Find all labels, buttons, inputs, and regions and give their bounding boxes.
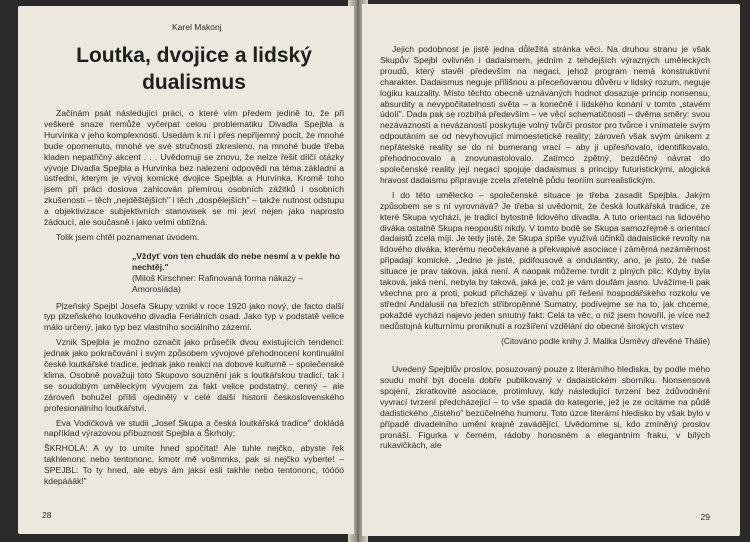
body-paragraph: I do této umělecko – společenské situace je třeba zasadit Spejbla. Jakým způsobem se s ní vyrovnává? Je třeba si uvědomit, že česká loutkářská tradice, ze které Skupa vychází, je tradicí bytostně lidového divadla. A tuto orientaci na lidového diváka ostatně Skupa neopouští nikdy. V tomto bodě se Skupa samozřejmě s orientací dadaistů zcela míjí. Je tedy jisté, že Skupa spíše využívá účinků dadaistické revolty na lidového diváka, kterému neočekávané a překvapivé asociace i záměrná nezáměrnost připadají komické. „Jedno je jisté, pidifousové a ondulantky, ano, je jisto, že naše situace je prav takova, jaká není. A naopak můžeme tvrdit z plných plic: Kdyby byla taková, jaká není, nebyla by taková, jaká je, což je vám doufám jasno. Uvážíme-li pak všechna pro a proti, pokud přicházejí v úvahu při řešení hospodářského rozkolu ve střední Andalusii na březích stříbropěnné Sumatry, podívejme se na to, jak chceme, pokaždé vycházi najevo jeden smutný fakt: Celá ta věc, o níž jsem hovořil, je více než nedůstojná kulturnímu proniknutí a rozšíření vzdělání do obecné širokých vrstev bbox=[380, 189, 710, 331]
chapter-title: Loutka, dvojice a lidský dualismus bbox=[76, 44, 312, 94]
body-paragraph: Plzeňský Spejbl Josefa Skupy vznikl v roce 1920 jako nový, de facto další typ plzeňského loutkového divadla Feriálních osad. Jako typ v podstatě velice málo určený, jako typ bez vlastního sociálního zázemí. bbox=[44, 300, 344, 333]
body-paragraph: Jejich podobnost je jistě jedna důležitá stránka věci. Na druhou stranu je však Skupův Spejbl ovlivněn i dadaismem, jedním z tehdejších výrazných uměleckých proudů, který stavěl především na negaci, jehož program nemá konstruktivní charakter. Dadaismus neguje přílišnou a přeceňovanou důvěru v lidský rozum, neguje logiku kauzality. Místo těchto obecně uznávaných hodnot dosazuje princip nonsensu, absurdity a nevypočitatelnosti světa – a konečně i lidského konání v tomto „stavém údolí". Dada pak se rozbíhá především – ve věcí schematičnosti – dvěma směry: svou nezávazností a nevázaností poskytuje volný tvůrčí prostor pro tvůrce i vnímatele svým odpoutáním se od nevyhovující mimoestetické reality; zároveň však svým únikem z nepřátelské reality se do ní bumerang vrací – aby ji upřesňovalo, identifikovalo, přehodnocovalo a znovunastolovalo. Zatímco zpětný, bezděčný návrat do společenské reality její negací spojuje dadaismus s principy futuristickými, alogická hravost dadaismu připravuje zcela zřetelně půdu teoriím surrealistickým. bbox=[380, 44, 710, 185]
body-paragraph: Vznik Spejbla je možno označit jako průsečík dvou existujících tendencí: jednak jako pokračování i svým způsobem vývojové přehodnocení kontinuální české loutkářské tradice, jednak jako reakci na dobové kulturně – společenské klima. Osobně považuji toto Skupovo souznění jak s loutkářskou tradicí, tak i se soudobým uměleckým vývojem za fakt velice podstatný, cenný – ale zároveň bohužel příliš ojedinělý v celé další historii československého profesionálního loutkářství. bbox=[44, 337, 344, 413]
right-page-content bbox=[380, 44, 710, 455]
closing-paragraph: Uvedený Spejblův proslov, posuzovaný pouze z literárního hlediska, by podle mého soudu mohl být docela dobře publikovaný v dadaistickém sborníku. Nonsensová spojení, zkratkovité asociace, protimluvy, kdy následující tvrzení bez zdůvodnění vyvrací tvrzení předcházející – to vše spadá do kategorie, jež je ze ocitáme na půdě dadistického „čistého" bezúčelného humoru. Toto úzce literární hledisko by však bylo v případě divadelního umění krajně zavádějící. Uvědomme si, kdo zmíněný proslov pronáší. Figurka v černém, rádoby honosném a elegantním fraku, v bílých rukavičkách, ale bbox=[380, 364, 710, 451]
page-number-right: 29 bbox=[700, 512, 710, 522]
page-number-left: 28 bbox=[42, 510, 52, 520]
right-page bbox=[362, 4, 740, 536]
intro-paragraph: Začínám psát následující práci, o které vím předem jedině to, že při veškeré snaze nemůže vyčerpat celou problematiku Divadla Spejbla a Hurvínka v jeho komplexnosti. Usedám k ní i přes nepříjemný pocit, že mnohé bude opomenuto, mnohé ve své stručnosti zkresleno, na mnohé bude třeba kladen nepatřičný akcent . . . Uvědomuji se znovu, že nelze řešit dílčí otázky vývoje Divadla Spejbla a Hurvínka bez nalezení odpovědi na téma základní a ústřední, kterým je vývoj komické dvojice Spejbla a Hurvínka. Kromě toho jsem při práci doslova zahlcován přemírou osobních zážitků i osobních zkušeností – těch „nejděštějších" i těch „dospělejších" – takže nutnost odstupu a objektivizace subjektivních stanovisek se mi jeví nejen jako naprosto žádoucí, ale současně i jako velmi obtížná. bbox=[44, 108, 344, 228]
epigraph bbox=[132, 251, 344, 295]
epigraph-source: (Miloš Kirschner: Rafinovaná forma nákazy – Amorosiáda) bbox=[132, 272, 303, 294]
citation: (Citováno podle knihy J. Malika Úsměvy dřevěné Thálie) bbox=[501, 335, 710, 346]
body-paragraph: Eva Vodičková ve studii „Josef Skupa a česká loutkářská tradice" dokládá například výrazovou příbuznost Spejbla a Škrholy: bbox=[44, 417, 344, 439]
author-name: Karel Makonj bbox=[172, 22, 222, 32]
dialogue-excerpt: ŠKRHOLA: A vy to umíte hned spočítat! Ale tuhle nejčko, abyste řek takhlenonc nebo tentononc, kmotr mě vošmrnks, pak si nejčko vyberte! – SPEJBL: To ty hned, ale ebys ám jaksi esli takhle nebo tentononc, tóóóó kdepááák!" bbox=[44, 443, 344, 487]
left-page-content bbox=[44, 22, 344, 491]
intro-closing: Tolik jsem chtěl poznamenat úvodem. bbox=[56, 231, 200, 242]
left-page bbox=[18, 6, 354, 534]
epigraph-quote: „Vždyť von ten chudák do nebe nesmí a v pekle ho nechtěj." bbox=[132, 250, 341, 272]
